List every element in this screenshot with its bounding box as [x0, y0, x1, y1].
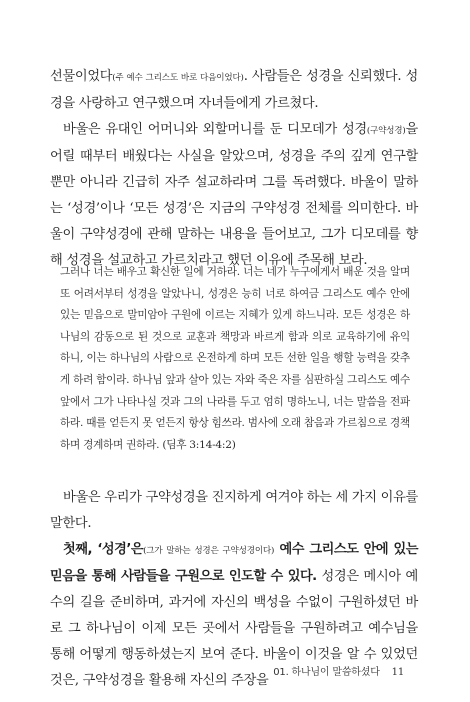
opening-paragraphs — [50, 64, 418, 274]
p1-note: (주 예수 그리스도 바로 다음이었다) — [112, 73, 244, 83]
page-footer — [273, 663, 404, 678]
paragraph-2 — [50, 117, 418, 274]
scripture-quote — [60, 262, 410, 456]
p2-end: 을 어릴 때부터 배웠다는 사실을 알았으며, 성경을 주의 깊게 연구할 뿐만 아니라 긴급히 자주 설교하라며 그를 독려했다. 바울이 말하는 ‘성경’이나 ‘모든 성경’은 지금의 구약성경 전체를 의미한다. 바울이 구약성경에 관해 말하는 내용을 들어보고, 그가 디모데를 향해 성경을 설교하고 가르치라고 했던 이유에 주목해 보라. — [50, 122, 418, 268]
p1-start: 선물이었다 — [50, 69, 113, 84]
chapter-title: 01. 하나님이 말씀하셨다 — [273, 667, 380, 678]
p4-bold-start: 첫째, ‘성경’은 — [63, 542, 144, 557]
paragraph-1 — [50, 64, 418, 117]
p2-note: (구약성경) — [366, 126, 406, 136]
quote-reference: (딤후 3:14-4:2) — [159, 438, 236, 451]
p2-start: 바울은 유대인 어머니와 외할머니를 둔 디모데가 성경 — [63, 122, 367, 137]
paragraph-3: 바울은 우리가 구약성경을 진지하게 여겨야 하는 세 가지 이유를 말한다. — [50, 490, 418, 531]
p1-end: . 사람들은 성경을 신뢰했다. 성경을 사랑하고 연구했으며 자녀들에게 가르쳤다. — [50, 69, 418, 111]
p4-bold-end: 예수 그리스도 안에 있는 믿음을 통해 사람들을 구원으로 인도할 수 있다. — [50, 542, 418, 584]
p4-rest: 성경은 메시아 예수의 길을 준비하며, 과거에 자신의 백성을 수없이 구원하셨던 바로 그 하나님이 이제 모든 곳에서 사람들을 구원하려고 예수님을 통해 어떻게 행동하셨는지 보여 준다. 바울이 이것을 알 수 있었던 것은, 구약성경을 활용해 자신의 주장을 — [50, 569, 418, 688]
quote-text: 그러나 너는 배우고 확신한 일에 거하라. 너는 네가 누구에게서 배운 것을 알며 또 어려서부터 성경을 알았나니, 성경은 능히 너로 하여금 그리스도 예수 안에 있는 믿음으로 말미암아 구원에 이르는 지혜가 있게 하느니라. 모든 성경은 하나님의 감동으로 된 것으로 교훈과 책망과 바르게 함과 의로 교육하기에 유익하니, 이는 하나님의 사람으로 온전하게 하며 모든 선한 일을 행할 능력을 갖추게 하려 함이라. 하나님 앞과 살아 있는 자와 죽은 자를 심판하실 그리스도 예수 앞에서 그가 나타나실 것과 그의 나라를 두고 엄히 명하노니, 너는 말씀을 전파하라. 때를 얻든지 못 얻든지 항상 힘쓰라. 범사에 오래 참음과 가르침으로 경책하며 경계하며 권하라. — [60, 266, 411, 451]
quote-paragraph — [60, 262, 410, 456]
page-number: 11 — [391, 667, 404, 678]
p4-note: (그가 말하는 성경은 구약성경이다) — [143, 546, 275, 556]
